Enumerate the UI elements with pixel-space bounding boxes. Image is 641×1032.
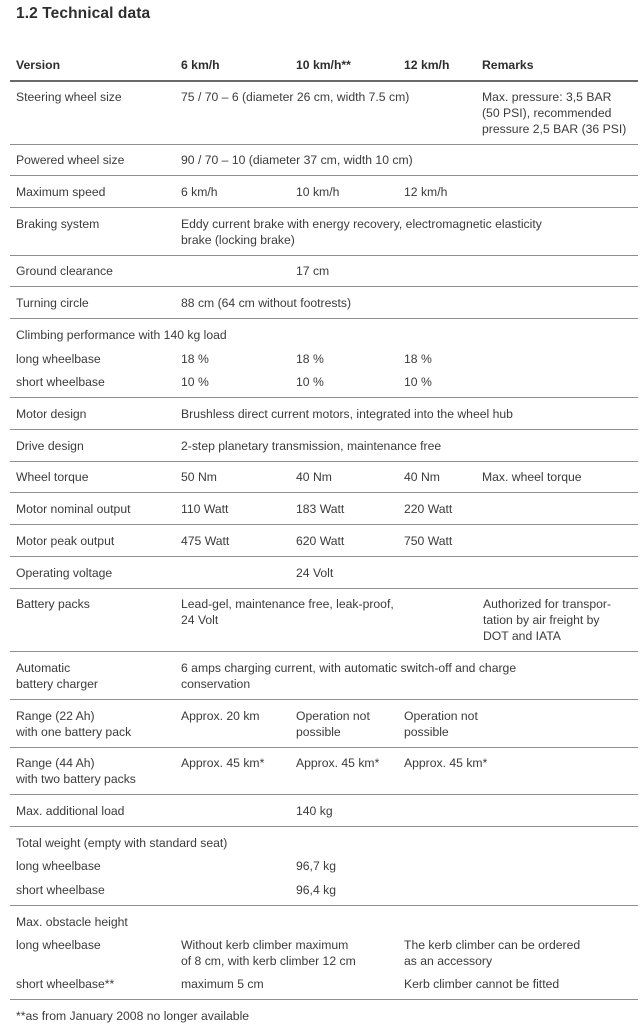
row-divider: [10, 747, 638, 748]
row-label-climbing: Climbing performance with 140 kg load: [16, 328, 227, 342]
weight-short-label: short wheelbase: [16, 883, 105, 897]
climbing-short-12: 10 %: [404, 375, 432, 389]
battery-remark-1: Authorized for transpor-: [483, 597, 612, 611]
battery-line-1: Lead-gel, maintenance free, leak-proof,: [181, 597, 394, 611]
row-divider: [10, 318, 638, 319]
charger-label-2: battery charger: [16, 677, 98, 691]
range22-12-line-1: Operation not: [404, 709, 478, 723]
torque-6: 50 Nm: [181, 470, 217, 484]
range44-12: Approx. 45 km*: [404, 756, 488, 770]
row-divider: [10, 556, 638, 557]
range44-10: Approx. 45 km*: [296, 756, 380, 770]
battery-line-2: 24 Volt: [181, 613, 219, 627]
row-divider: [10, 144, 638, 145]
obstacle-short-value: maximum 5 cm: [181, 977, 264, 991]
header-12kmh: 12 km/h: [404, 58, 450, 72]
header-10kmh: 10 km/h**: [296, 58, 351, 72]
range44-6: Approx. 45 km*: [181, 756, 265, 770]
row-divider: [10, 175, 638, 176]
row-divider: [10, 999, 638, 1000]
peak-10: 620 Watt: [296, 534, 345, 548]
row-value-voltage: 24 Volt: [296, 566, 334, 580]
row-label-steering: Steering wheel size: [16, 90, 122, 104]
row-label-maxspeed: Maximum speed: [16, 185, 106, 199]
row-divider: [10, 286, 638, 287]
range22-12-line-2: possible: [404, 725, 449, 739]
row-label-battery: Battery packs: [16, 597, 90, 611]
row-value-ground: 17 cm: [296, 264, 330, 278]
obstacle-short-label: short wheelbase**: [16, 977, 115, 991]
row-label-peak: Motor peak output: [16, 534, 115, 548]
climbing-long-label: long wheelbase: [16, 352, 101, 366]
header-version: Version: [16, 58, 61, 72]
peak-6: 475 Watt: [181, 534, 230, 548]
header-rule: [10, 80, 638, 82]
maxspeed-6: 6 km/h: [181, 185, 218, 199]
climbing-long-10: 18 %: [296, 352, 324, 366]
row-value-drive: 2-step planetary transmission, maintenance free: [181, 439, 442, 453]
remark-steering-3: pressure 2,5 BAR (36 PSI): [482, 122, 627, 136]
row-divider: [10, 429, 638, 430]
row-divider: [10, 524, 638, 525]
row-label-braking: Braking system: [16, 217, 100, 231]
row-label-nominal: Motor nominal output: [16, 502, 131, 516]
charger-label-1: Automatic: [16, 661, 71, 675]
row-label-weight: Total weight (empty with standard seat): [16, 836, 228, 850]
peak-12: 750 Watt: [404, 534, 453, 548]
row-divider: [10, 255, 638, 256]
row-value-turning: 88 cm (64 cm without footrests): [181, 296, 352, 310]
row-label-turning: Turning circle: [16, 296, 89, 310]
row-label-voltage: Operating voltage: [16, 566, 113, 580]
battery-remark-3: DOT and IATA: [483, 629, 561, 643]
row-value-motor: Brushless direct current motors, integrated into the wheel hub: [181, 407, 513, 421]
row-divider: [10, 794, 638, 795]
obstacle-long-line-2: of 8 cm, with kerb climber 12 cm: [181, 954, 356, 968]
row-label-motor: Motor design: [16, 407, 87, 421]
row-divider: [10, 905, 638, 906]
braking-line-1: Eddy current brake with energy recovery, electromagnetic elasticity: [181, 217, 542, 231]
row-divider: [10, 461, 638, 462]
maxspeed-10: 10 km/h: [296, 185, 340, 199]
row-divider: [10, 826, 638, 827]
row-label-powered: Powered wheel size: [16, 153, 125, 167]
row-label-drive: Drive design: [16, 439, 84, 453]
row-divider: [10, 397, 638, 398]
row-divider: [10, 207, 638, 208]
obstacle-long-remark-1: The kerb climber can be ordered: [404, 938, 581, 952]
nominal-12: 220 Watt: [404, 502, 453, 516]
row-divider: [10, 492, 638, 493]
weight-long-value: 96,7 kg: [296, 859, 336, 873]
row-label-obstacle: Max. obstacle height: [16, 915, 128, 929]
nominal-6: 110 Watt: [181, 502, 229, 516]
maxspeed-12: 12 km/h: [404, 185, 448, 199]
range44-label-2: with two battery packs: [16, 772, 136, 786]
obstacle-long-line-1: Without kerb climber maximum: [181, 938, 349, 952]
obstacle-long-label: long wheelbase: [16, 938, 101, 952]
weight-long-label: long wheelbase: [16, 859, 101, 873]
header-6kmh: 6 km/h: [181, 58, 220, 72]
obstacle-short-remark: Kerb climber cannot be fitted: [404, 977, 560, 991]
battery-remark-2: tation by air freight by: [483, 613, 600, 627]
range22-6: Approx. 20 km: [181, 709, 260, 723]
row-divider: [10, 588, 638, 589]
remark-steering-2: (50 PSI), recommended: [482, 106, 612, 120]
range22-label-2: with one battery pack: [16, 725, 132, 739]
footnote: **as from January 2008 no longer available: [16, 1009, 250, 1023]
obstacle-long-remark-2: as an accessory: [404, 954, 493, 968]
row-value-powered: 90 / 70 – 10 (diameter 37 cm, width 10 cm): [181, 153, 413, 167]
climbing-short-label: short wheelbase: [16, 375, 105, 389]
torque-remark: Max. wheel torque: [482, 470, 582, 484]
range22-10-line-1: Operation not: [296, 709, 370, 723]
header-remarks: Remarks: [482, 58, 534, 72]
range22-10-line-2: possible: [296, 725, 341, 739]
remark-steering-1: Max. pressure: 3,5 BAR: [482, 90, 612, 104]
climbing-short-6: 10 %: [181, 375, 209, 389]
range22-label-1: Range (22 Ah): [16, 709, 95, 723]
row-value-steering: 75 / 70 – 6 (diameter 26 cm, width 7.5 cm): [181, 90, 410, 104]
row-divider: [10, 699, 638, 700]
row-label-ground: Ground clearance: [16, 264, 113, 278]
range44-label-1: Range (44 Ah): [16, 756, 95, 770]
nominal-10: 183 Watt: [296, 502, 345, 516]
row-divider: [10, 651, 638, 652]
climbing-long-6: 18 %: [181, 352, 209, 366]
row-value-addload: 140 kg: [296, 804, 333, 818]
climbing-short-10: 10 %: [296, 375, 324, 389]
weight-short-value: 96,4 kg: [296, 883, 336, 897]
torque-10: 40 Nm: [296, 470, 332, 484]
braking-line-2: brake (locking brake): [181, 233, 295, 247]
charger-line-1: 6 amps charging current, with automatic switch-off and charge: [181, 661, 517, 675]
torque-12: 40 Nm: [404, 470, 440, 484]
row-label-addload: Max. additional load: [16, 804, 125, 818]
section-title: 1.2 Technical data: [16, 5, 151, 22]
climbing-long-12: 18 %: [404, 352, 432, 366]
row-label-torque: Wheel torque: [16, 470, 89, 484]
charger-line-2: conservation: [181, 677, 251, 691]
